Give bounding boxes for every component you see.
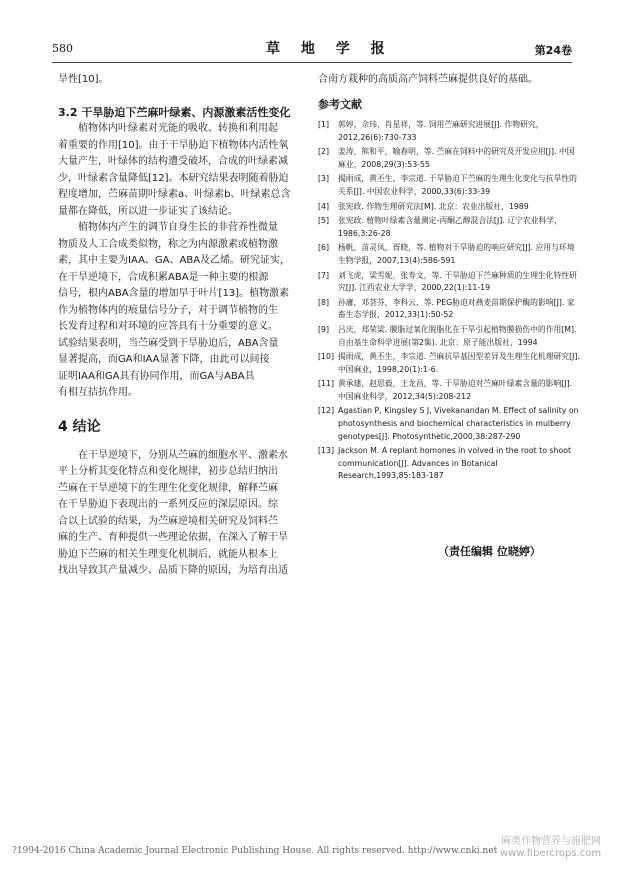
journal-title: 草 地 学 报: [266, 41, 393, 57]
references-heading: 参考文献: [318, 97, 362, 111]
reference-text: 姜涛，熊和平，喻春明，等. 苎麻在饲料中的研究及开发应用[J]. 中国麻业，2008,29(3):53-55: [338, 147, 575, 169]
reference-text: 孙庸，邓荟芬，李科云，等. PEG胁迫对燕麦苗期保护酶的影响[J]. 家畜生态学报，2012,33(1):50-52: [338, 297, 575, 320]
right-column: [318, 72, 580, 485]
reference-item: [318, 297, 580, 322]
watermark-line: www.fibercrops.com: [500, 848, 602, 859]
text-line: 素，其中主要为IAA、GA、ABA及乙烯。研究证实，: [58, 255, 291, 266]
text-line: 麻的生产、育种提供一些理论依据，在深入了解干旱: [58, 532, 288, 543]
reference-number: [2]: [318, 147, 330, 157]
left-column: [58, 72, 310, 580]
paragraph-chlorophyll: [58, 121, 310, 220]
reference-number: [9]: [318, 324, 330, 334]
reference-text: 刘飞虎，梁雪妮，张寿文，等. 干旱胁迫下苎麻种质的生理生化特性研究[J]. 江西农业大学学，2000,22(1):11-19: [338, 270, 577, 293]
reference-number: [10]: [318, 352, 335, 362]
reference-item: [318, 201, 580, 214]
reference-item: [318, 351, 580, 376]
text-line: 胁迫下苎麻的相关生理变化机制后，就能从根本上: [58, 548, 278, 560]
text-line: 有相互拮抗作用。: [58, 387, 138, 398]
reference-text: 揭雨成，黄丕生，李宗道. 苎麻抗旱基因型差异及生理生化机理研究[J]. 中国麻业，1998,20(1):1-6.: [338, 352, 580, 374]
reference-text: 黄承建，赵思毅，王龙昌，等. 干旱胁迫对苎麻叶绿素含量的影响[J]. 中国麻业科学，2012,34(5):208-212: [338, 379, 573, 401]
text-line: 植物体内产生的调节自身生长的非营养性微量: [78, 222, 278, 233]
copyright-footer: ?1994-2016 China Academic Journal Electronic Publishing House. All rights reserved. http://www.cnki.net: [12, 846, 498, 856]
text-line: 合以上试验的结果，为苎麻逆境相关研究及饲料苎: [58, 515, 278, 527]
reference-text: 吕庆，郑荣梁. 膜脂过氧化脱脂化在干旱引起植物膜损伤中的作用[M]. 自由基生命科学进展(第2集). 北京：原子能出版社，1994: [338, 324, 577, 347]
reference-item: [318, 119, 580, 144]
text-line: 找出导致其产量减少、品质下降的原因，为培育出适: [58, 565, 288, 576]
reference-text: 揭雨成，黄丕生，李宗道. 干旱胁迫下苎麻的生理生化变化与抗旱性的关系[J]. 中国农业科学，2000,33(6):33-39: [338, 174, 577, 196]
reference-item: [318, 378, 580, 403]
reference-item: [318, 270, 580, 295]
conclusion-end-text: 合南方栽种的高质高产饲料苎麻提供良好的基础。: [318, 74, 538, 85]
editor-note: （责任编辑 位晓婷）: [438, 545, 541, 558]
reference-number: [6]: [318, 243, 330, 253]
paragraph-hormones: [58, 220, 310, 402]
text-line: 在干旱胁迫下表现出的一系列反应的深层原因。综: [58, 499, 278, 510]
reference-number: [5]: [318, 216, 330, 226]
reference-item: [318, 146, 580, 171]
page-header: [52, 40, 572, 63]
section-4-heading: 4 结论: [58, 418, 101, 435]
reference-text: 张宪政. 植物叶绿素含量测定-丙酮乙醇混合法[J]. 辽宁农业科学，1986,3:26-28: [338, 216, 562, 238]
reference-number: [3]: [318, 174, 330, 184]
section-3-2-heading: 3.2 干旱胁迫下苎麻叶绿素、内源激素活性变化: [58, 105, 291, 119]
reference-item: [318, 242, 580, 267]
reference-text: Jackson M. A replant homones in volved in the root to shoot communication[J]. Advances in Botanical Research,1993,85:183-187: [338, 446, 572, 481]
reference-number: [4]: [318, 201, 330, 211]
text-line: 在干旱逆境下，分别从苎麻的细胞水平、激素水: [78, 449, 288, 461]
text-line: 苎麻在干旱逆境下的生理生化变化规律，解释苎麻: [58, 482, 278, 494]
volume-label: 第24卷: [534, 44, 572, 57]
reference-number: [8]: [318, 297, 330, 307]
reference-number: [1]: [318, 120, 330, 129]
reference-text: 杨帆，苗灵凤，胥晓，等. 植物对干旱胁迫的响应研究[J]. 应用与环境生物学报，2007,13(4):586-591: [338, 243, 575, 265]
text-line: 在干旱逆境下，合成积累ABA是一种主要的根源: [58, 271, 269, 283]
paragraph-conclusion: [58, 448, 310, 580]
page-number: 580: [52, 42, 73, 55]
text-line: 程度增加，苎麻苗期叶绿素a、叶绿素b、叶绿素总含: [58, 189, 291, 200]
reference-text: 张宪政. 作物生理研究法[M]. 北京：农业出版社，1989: [338, 201, 529, 211]
reference-item: [318, 405, 580, 443]
text-line: 少，叶绿素含量降低[12]。本研究结果表明随着胁迫: [58, 172, 289, 184]
reference-item: [318, 215, 580, 240]
reference-text: 郭婷，佘玮，肖星祥，等. 饲用苎麻研究进展[J]. 作物研究，2012,26(6):730-733: [338, 120, 544, 142]
text-line: 长发育过程和对环境的应答具有十分重要的意义。: [58, 321, 278, 332]
reference-item: [318, 445, 580, 483]
text-line: 大量产生，叶绿体的结构遭受破坏，合成的叶绿素减: [58, 156, 288, 167]
text-line: 植物体内叶绿素对光能的吸收、转换和利用起: [78, 123, 278, 134]
text-line: 量都在降低，所以进一步证实了该结论。: [58, 205, 238, 217]
text-line: 平上分析其变化特点和变化规律，初步总结归纳出: [58, 466, 278, 477]
text-line: 着重要的作用[10]。由于干旱胁迫下植物体内活性氧: [58, 139, 289, 151]
text-line: 物质及人工合成类似物，称之为内源激素或植物激: [58, 238, 278, 250]
reference-list: [318, 119, 580, 483]
text-line: 信号，根内ABA含量的增加早于叶片[13]。植物激素: [58, 288, 290, 299]
reference-item: [318, 324, 580, 349]
reference-number: [13]: [318, 446, 335, 456]
reference-number: [12]: [318, 406, 335, 416]
reference-number: [7]: [318, 270, 330, 280]
text-line: 证明IAA和GA具有协同作用，而GA与ABA具: [58, 370, 255, 382]
watermark: [500, 836, 601, 860]
reference-number: [11]: [318, 379, 335, 389]
text-line: 显著提高，而GA和IAA显著下降，由此可以间接: [58, 354, 270, 365]
text-line: 试验结果表明，当苎麻受到干旱胁迫后，ABA含量: [58, 337, 279, 349]
continued-text: 旱性[10]。: [58, 74, 109, 85]
reference-text: Agastian P, Kingsley S J, Vivekanandan M. Effect of salinity on photosynthesis and biochemical characteristics in mulberry genotypes[J]. Photosynthetic,2000,38:287-290: [338, 406, 579, 441]
reference-item: [318, 173, 580, 198]
watermark-line: 麻类作物营养与施肥网: [501, 836, 602, 847]
text-line: 作为植物体内的痕量信号分子，对于调节植物的生: [58, 304, 278, 316]
